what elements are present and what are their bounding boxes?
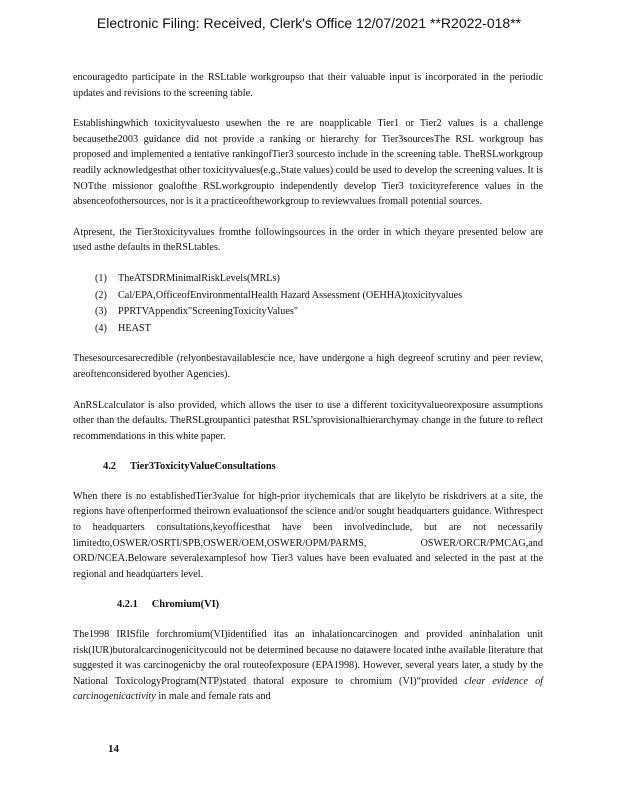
paragraph-rsl-calculator: AnRSLcalculator is also provided, which allows the user to use a different toxicityvalueorexposure assumptions other than the defaults. TheRSLgroupantici patesthat RSL’sprovisionalhierarchymay change in the future to reflect recommendations in this white paper.: [73, 399, 543, 442]
emphasized-quote: clear evidence of carcinogenicactivity: [73, 675, 543, 703]
list-item-text: PPRTVAppendix"ScreeningToxicityValues": [118, 306, 298, 318]
paragraph-sources-credible: Thesesourcesarecredible (relyonbestavailablescie nce, have undergone a high degreeof scrutiny and peer review, areoftenconsidered byother Agencies).: [73, 353, 543, 380]
list-item-number: (4): [95, 322, 107, 334]
paragraph-text: in male and female rats and: [155, 691, 271, 703]
paragraph-chromium: [73, 627, 543, 705]
list-item-number: (2): [95, 289, 107, 301]
section-heading-4-2-1: [117, 597, 543, 613]
list-item: [95, 288, 543, 304]
section-number: 4.2: [103, 461, 116, 473]
section-number: 4.2.1: [117, 599, 138, 611]
paragraph-text: The1998 IRISfile forchromium(VI)identified itas an inhalationcarcinogen and provided aninhalation unit risk(IUR)butoralcarcinogenicitycould not be determined because no datawere located inthe available literature that suggested it was carcinogenicby the oral routeofexposure (EPA1998). However, several years later, a study by the National ToxicologyProgram(NTP)stated thatoral exposure to chromium (VI)“provided: [73, 629, 543, 687]
paragraph-tier3-challenge: Establishingwhich toxicityvaluesto usewhen the re are noapplicable Tier1 or Tier2 values is a challenge becausethe2003 guidance did not provide a ranking or hierarchy for Tier3sourcesThe RSL workgroup has proposed and implemented a tentative rankingofTier3 sourcesto include in the screening table. TheRSLworkgroup readily acknowledgesthat other toxicityvalues(e.g.,State values) could be used to develop the screening values. It is NOTthe missionor goalofthe RSLworkgroupto independently develop Tier3 toxicityreference values in the absenceofothersources, nor is it a practiceoftheworkgroup to reviewvalues fromall potential sources.: [73, 118, 543, 208]
list-item-text: TheATSDRMinimalRiskLevels(MRLs): [118, 272, 280, 284]
list-item: [95, 304, 543, 320]
list-item-number: (3): [95, 306, 107, 318]
paragraph-consultations: When there is no establishedTier3value for high-prior itychemicals that are likelyto be riskdrivers at a site, the regions have oftenperformed theirown evaluationsof the science and/or sought headquarters guidance. Withrespect to headquarters consultations,keyofficesthat have been involvedinclude, but are not necessarily limitedto,OSWER/OSRTI/SPB,OSWER/OEM,OSWER/OPM/PARMS, OSWER/ORCR/PMCAG,and ORD/NCEA.Beloware severalexamplesof how Tier3 values have been evaluated and selected in the past at the regional and headquarters level.: [73, 490, 543, 580]
list-item-text: HEAST: [118, 322, 151, 334]
list-item: [95, 321, 543, 337]
tier3-sources-list: [73, 271, 543, 336]
page-number: 14: [108, 743, 119, 755]
document-body: [73, 70, 543, 720]
section-heading-4-2: [103, 459, 543, 475]
list-item-number: (1): [95, 272, 107, 284]
list-item: [95, 271, 543, 287]
paragraph-workgroup-input: encouragedto participate in the RSLtable workgroupso that their valuable input is incorporated in the periodic updates and revisions to the screening table.: [73, 72, 543, 99]
paragraph-tier3-defaults-intro: Atpresent, the Tier3toxicityvalues fromthe followingsources in the order in which theyare presented below are used asthe defaults in theRSLtables.: [73, 226, 543, 254]
section-title: Tier3ToxicityValueConsultations: [130, 461, 276, 473]
section-title: Chromium(VI): [151, 599, 220, 611]
filing-stamp-header: Electronic Filing: Received, Clerk's Office 12/07/2021 **R2022-018**: [96, 15, 522, 31]
list-item-text: Cal/EPA,OfficeofEnvironmentalHealth Hazard Assessment (OEHHA)toxicityvalues: [118, 289, 463, 301]
